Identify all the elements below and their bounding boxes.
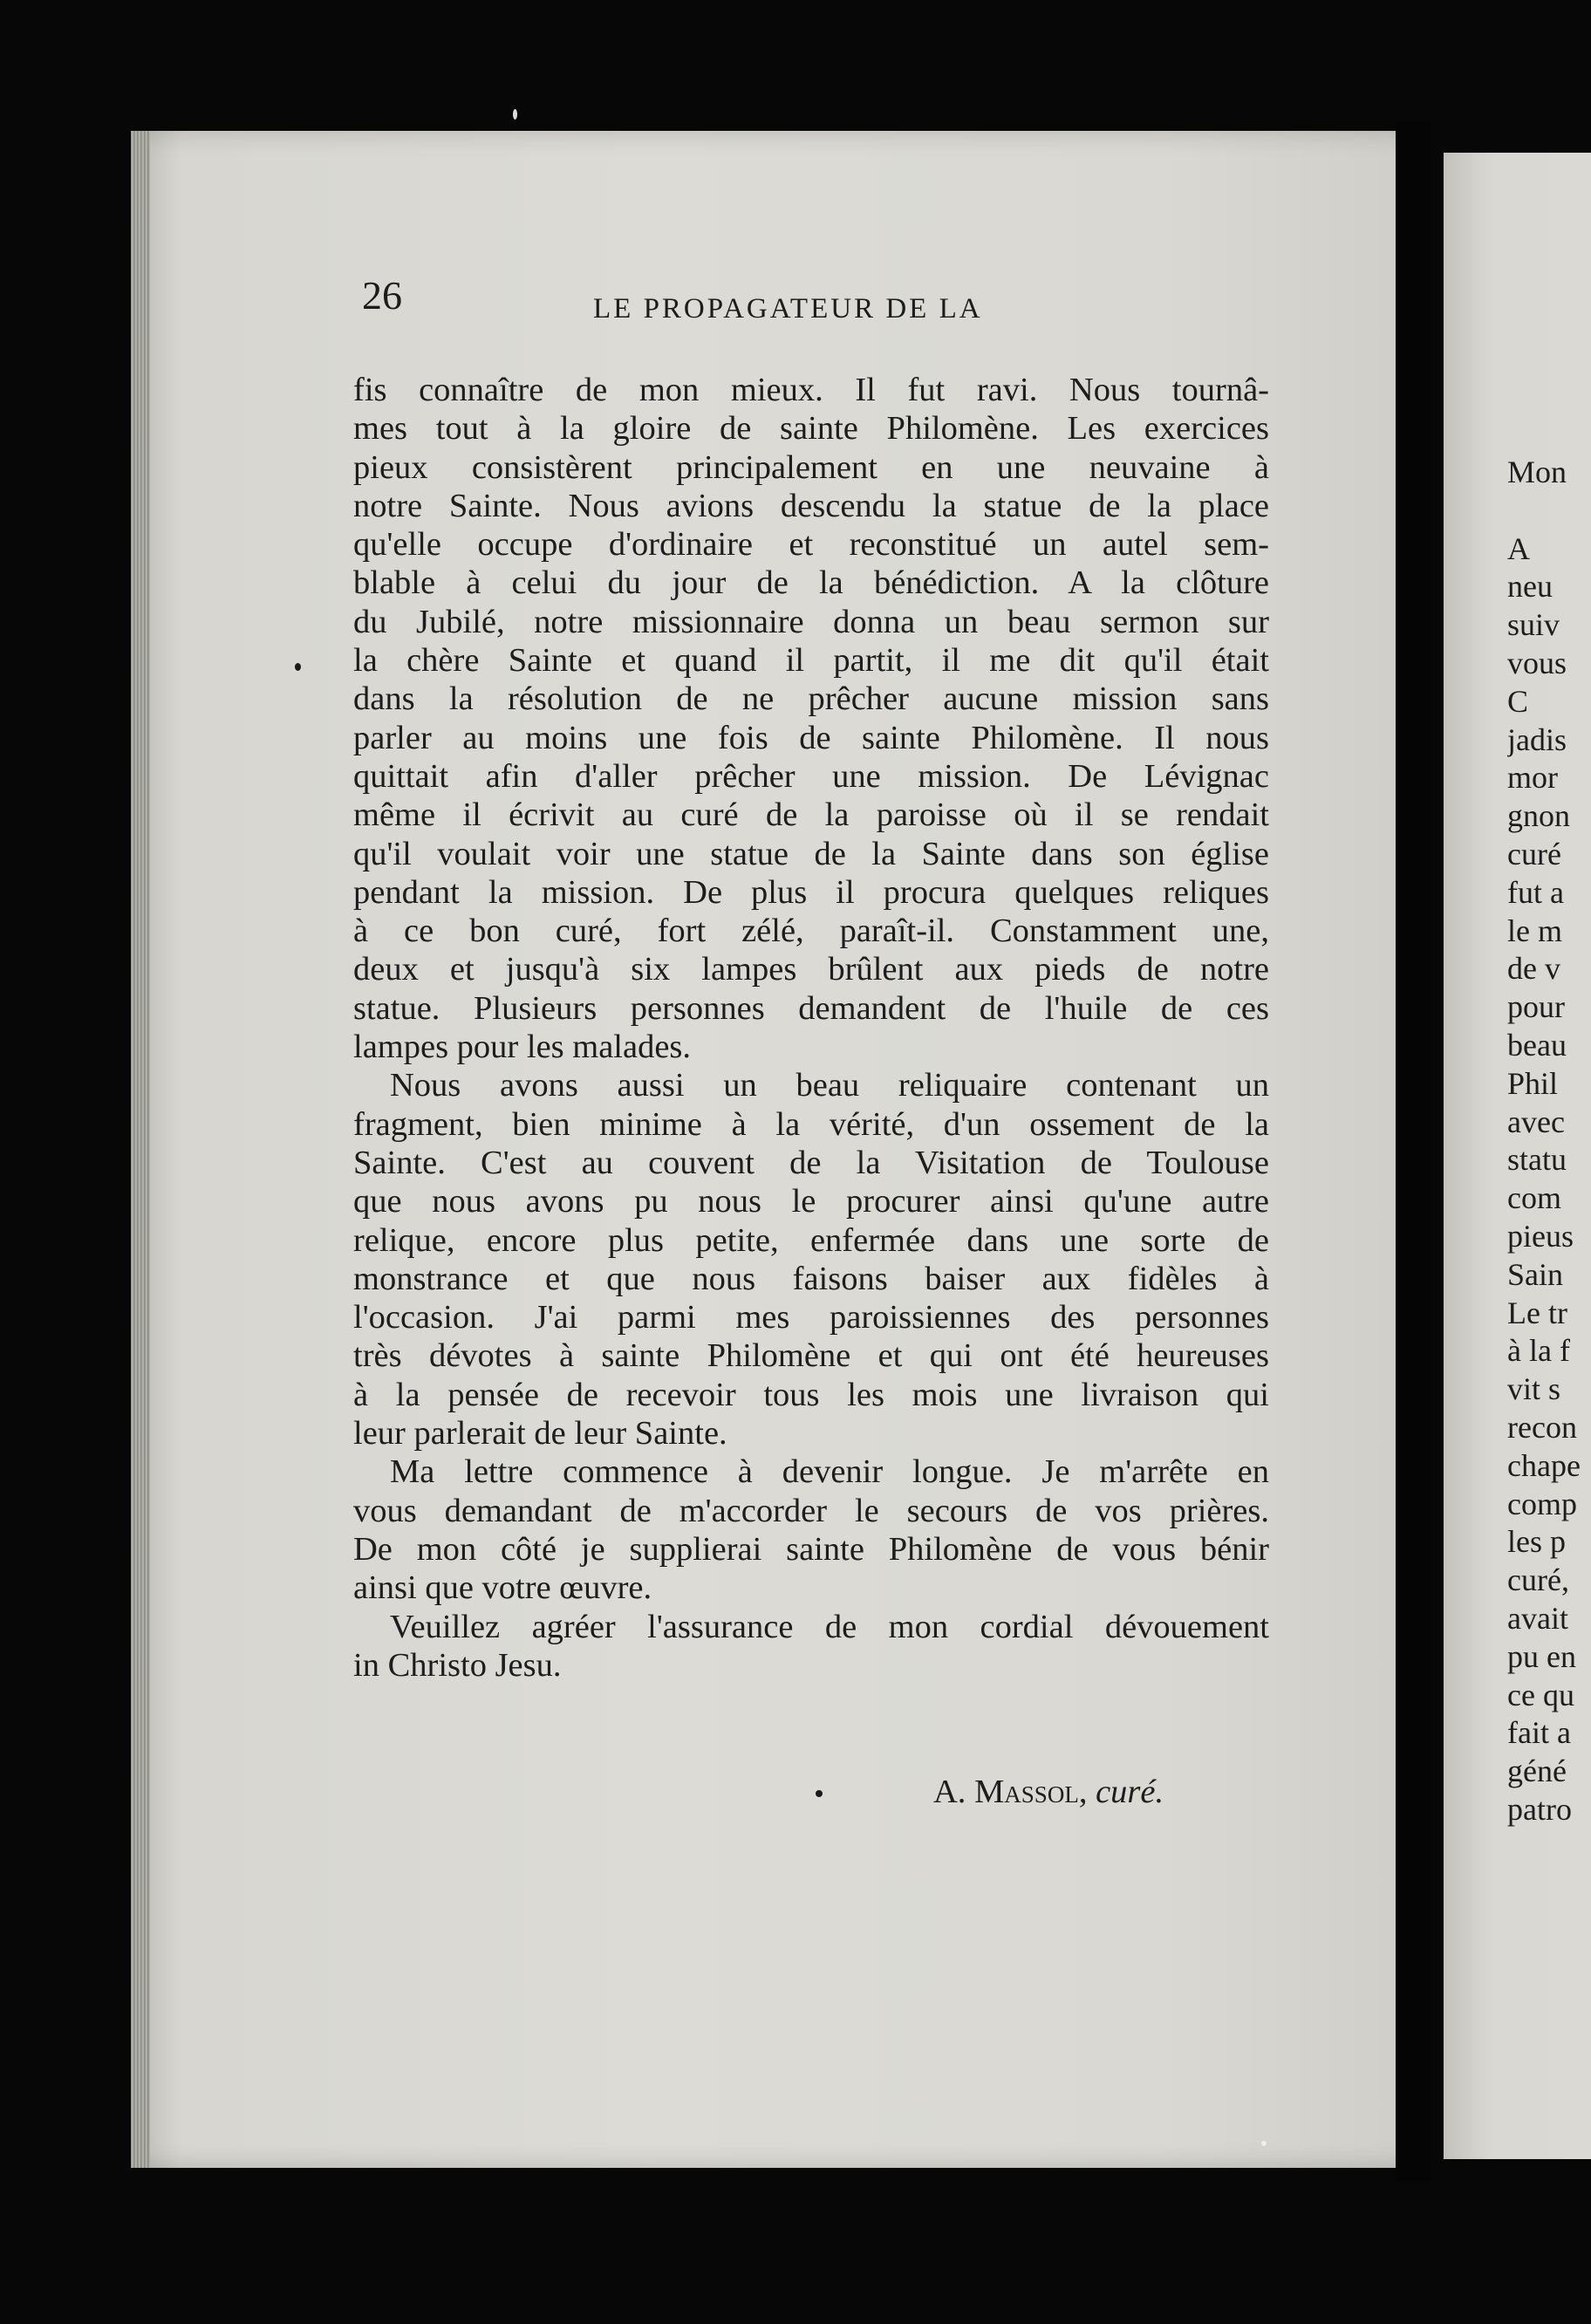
signature-title: curé.	[1096, 1774, 1164, 1810]
text-line: mes tout à la gloire de sainte Philomène. Les exercices	[353, 410, 1269, 448]
text-line: statue. Plusieurs personnes demandent de l'huile de ces	[353, 989, 1269, 1027]
right-line: C	[1507, 683, 1529, 719]
text-line: leur parlerait de leur Sainte.	[353, 1415, 727, 1452]
right-line: statu	[1507, 1142, 1567, 1178]
right-line: jadis	[1507, 721, 1567, 757]
right-line: avec	[1507, 1104, 1565, 1139]
right-line: pour	[1507, 989, 1565, 1025]
right-line: Phil	[1507, 1065, 1559, 1101]
right-line: Mon	[1507, 455, 1567, 489]
right-line: vous	[1507, 645, 1567, 680]
text-line: monstrance et que nous faisons baiser aux fidèles à	[353, 1260, 1269, 1297]
right-page-text-fragment	[1507, 454, 1591, 1829]
right-line: chape	[1507, 1447, 1581, 1483]
text-line: à la pensée de recevoir tous les mois une livraison qui	[353, 1376, 1269, 1413]
body-text	[353, 371, 1269, 1685]
text-line: même il écrivit au curé de la paroisse où il se rendait	[353, 796, 1269, 834]
dust-speck	[1261, 2141, 1267, 2146]
right-line: beau	[1507, 1027, 1567, 1063]
text-line: Sainte. C'est au couvent de la Visitation de Toulouse	[353, 1144, 1269, 1181]
text-line: blable à celui du jour de la bénédiction. A la clôture	[353, 564, 1269, 602]
right-line: ce qu	[1507, 1677, 1574, 1712]
text-line: Nous avons aussi un beau reliquaire contenant un	[390, 1067, 1269, 1104]
right-line: vit s	[1507, 1371, 1561, 1407]
text-line: fis connaître de mon mieux. Il fut ravi. Nous tournâ-	[353, 372, 1269, 408]
text-line: notre Sainte. Nous avions descendu la statue de la place	[353, 487, 1269, 524]
right-line: géné	[1507, 1753, 1567, 1789]
right-line: pieus	[1507, 1218, 1574, 1254]
right-line: gnon	[1507, 798, 1570, 834]
text-line: pieux consistèrent principalement en une neuvaine à	[353, 448, 1269, 486]
text-line: du Jubilé, notre missionnaire donna un beau sermon sur	[353, 603, 1269, 640]
text-line: De mon côté je supplierai sainte Philomène de vous bénir	[353, 1530, 1269, 1568]
text-line: qu'il voulait voir une statue de la Sainte dans son église	[353, 835, 1269, 872]
text-line: que nous avons pu nous le procurer ainsi qu'une autre	[353, 1183, 1269, 1220]
page-edges	[131, 131, 150, 2168]
text-line: Veuillez agréer l'assurance de mon cordial dévouement	[390, 1608, 1269, 1645]
right-line: Le tr	[1507, 1295, 1567, 1330]
running-head: LE PROPAGATEUR DE LA	[593, 293, 983, 325]
text-line: pendant la mission. De plus il procura quelques reliques	[353, 873, 1269, 911]
page-number: 26	[362, 273, 402, 318]
text-line: deux et jusqu'à six lampes brûlent aux pieds de notre	[353, 951, 1269, 988]
text-line: relique, encore plus petite, enfermée dans une sorte de	[353, 1221, 1269, 1259]
signature-initial: A.	[933, 1774, 966, 1810]
text-line: ainsi que votre œuvre.	[353, 1569, 652, 1607]
text-line: Ma lettre commence à devenir longue. Je m'arrête en	[390, 1453, 1269, 1491]
text-line: in Christo Jesu.	[353, 1646, 562, 1684]
right-line: avait	[1507, 1600, 1568, 1636]
text-line: vous demandant de m'accorder le secours de vos prières.	[353, 1492, 1269, 1529]
right-line: recon	[1507, 1409, 1577, 1445]
text-line: à ce bon curé, fort zélé, paraît-il. Constamment une,	[353, 913, 1269, 950]
text-line: fragment, bien minime à la vérité, d'un ossement de la	[353, 1105, 1269, 1143]
text-line: lampes pour les malades.	[353, 1029, 692, 1066]
book-spine	[1396, 122, 1431, 2181]
right-line: de v	[1507, 951, 1560, 987]
right-line: neu	[1507, 569, 1553, 605]
right-line: patro	[1507, 1791, 1572, 1827]
text-line: parler au moins une fois de sainte Philomène. Il nous	[353, 719, 1269, 756]
text-line: très dévotes à sainte Philomène et qui ont été heureuses	[353, 1337, 1269, 1375]
right-line: à la f	[1507, 1333, 1570, 1369]
dust-speck	[816, 1790, 823, 1797]
text-line: la chère Sainte et quand il partit, il me dit qu'il était	[353, 642, 1269, 680]
right-line: le m	[1507, 913, 1562, 948]
right-line: Sain	[1507, 1256, 1564, 1292]
right-line: mor	[1507, 760, 1558, 796]
right-line	[1507, 492, 1591, 530]
right-line: pu en	[1507, 1638, 1576, 1674]
right-line: les p	[1507, 1524, 1566, 1560]
right-line: curé,	[1507, 1562, 1569, 1598]
signature	[933, 1773, 1164, 1811]
right-line: comp	[1507, 1486, 1577, 1521]
text-line: qu'elle occupe d'ordinaire et reconstitué un autel sem-	[353, 526, 1269, 564]
right-line: A	[1507, 530, 1530, 566]
text-line: l'occasion. J'ai parmi mes paroissiennes des personnes	[353, 1299, 1269, 1336]
dust-speck	[513, 109, 517, 120]
right-line: com	[1507, 1180, 1561, 1216]
text-line: dans la résolution de ne prêcher aucune mission sans	[353, 680, 1269, 718]
right-line: suiv	[1507, 607, 1560, 643]
right-line: fait a	[1507, 1715, 1571, 1751]
right-line: curé	[1507, 836, 1561, 872]
dust-speck	[295, 663, 301, 671]
signature-name: Massol,	[974, 1774, 1088, 1810]
right-line: fut a	[1507, 874, 1564, 910]
text-line: quittait afin d'aller prêcher une mission. De Lévignac	[353, 757, 1269, 795]
